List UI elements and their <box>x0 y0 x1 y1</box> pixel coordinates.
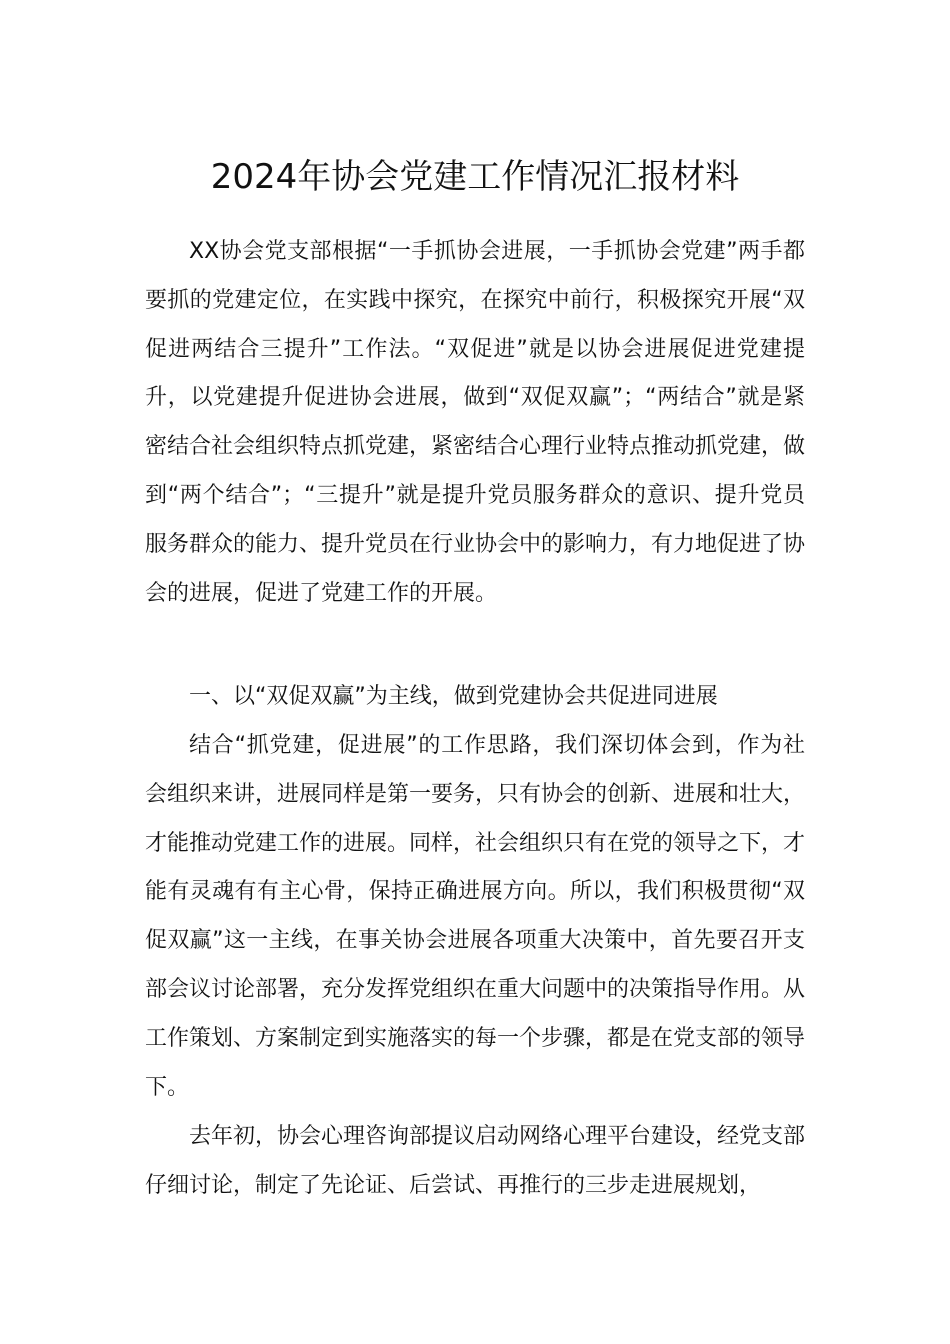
document-title: 2024年协会党建工作情况汇报材料 <box>210 156 740 197</box>
intro-paragraph: XX协会党支部根据“一手抓协会进展，一手抓协会党建”两手都要抓的党建定位，在实践中探究，在探究中前行，积极探究开展“双促进两结合三提升”工作法。“双促进”就是以协会进展促进党建提升，以党建提升促进协会进展，做到“双促双赢”；“两结合”就是紧密结合社会组织特点抓党建，紧密结合心理行业特点推动抓党建，做到“两个结合”；“三提升”就是提升党员服务群众的意识、提升党员服务群众的能力、提升党员在行业协会中的影响力，有力地促进了协会的进展，促进了党建工作的开展。 <box>145 239 806 606</box>
section-heading: 一、以“双促双赢”为主线，做到党建协会共促进同进展 <box>189 684 718 709</box>
section-body-paragraph: 结合“抓党建，促进展”的工作思路，我们深切体会到，作为社会组织来讲，进展同样是第一要务，只有协会的创新、进展和壮大，才能推动党建工作的进展。同样，社会组织只有在党的领导之下，才能有灵魂有有主心骨，保持正确进展方向。所以，我们积极贯彻“双促双赢”这一主线，在事关协会进展各项重大决策中，首先要召开支部会议讨论部署，充分发挥党组织在重大问题中的决策指导作用。从工作策划、方案制定到实施落实的每一个步骤，都是在党支部的领导下。 <box>145 733 806 1100</box>
section-body-paragraph-2: 去年初，协会心理咨询部提议启动网络心理平台建设，经党支部仔细讨论，制定了先论证、后尝试、再推行的三步走进展规划， <box>145 1124 806 1198</box>
